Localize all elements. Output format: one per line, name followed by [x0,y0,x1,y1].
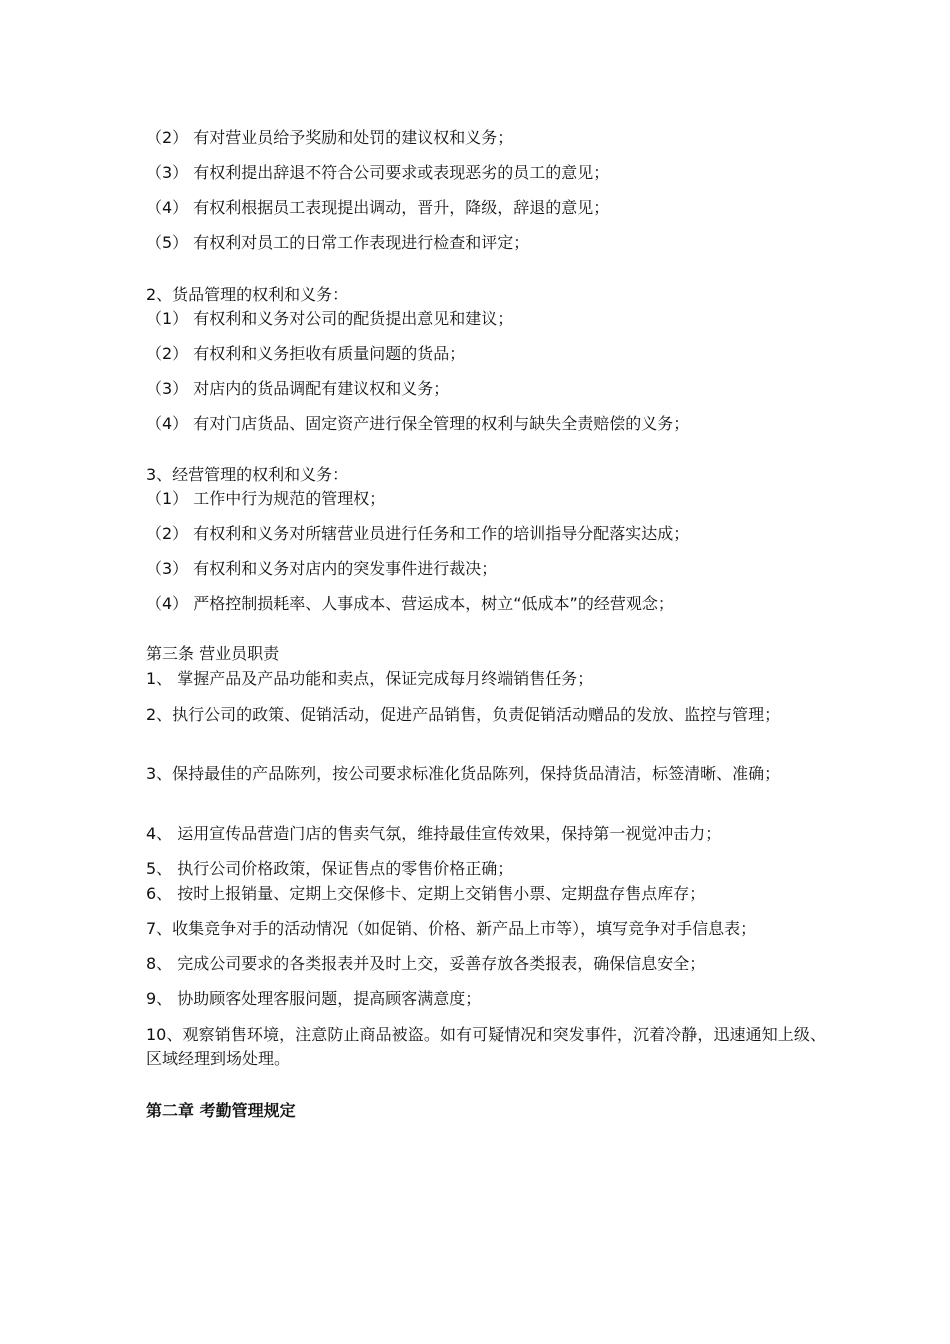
section-heading: 3、经营管理的权利和义务： [146,465,349,484]
list-item: （3） 有权利提出辞退不符合公司要求或表现恶劣的员工的意见； [146,163,610,182]
chapter-heading: 第二章 考勤管理规定 [146,1101,296,1120]
duty-item: 8、 完成公司要求的各类报表并及时上交，妥善存放各类报表，确保信息安全； [146,954,706,973]
list-item: （2） 有对营业员给予奖励和处罚的建议权和义务； [146,128,514,147]
list-item: （4） 有权利根据员工表现提出调动，晋升，降级，辞退的意见； [146,198,610,217]
duty-item: 4、 运用宣传品营造门店的售卖气氛，维持最佳宣传效果，保持第一视觉冲击力； [146,824,722,843]
duty-item: 5、 执行公司价格政策，保证售点的零售价格正确； [146,859,514,878]
duty-item: 9、 协助顾客处理客服问题，提高顾客满意度； [146,989,482,1008]
article-heading: 第三条 营业员职责 [146,644,280,663]
duty-item: 6、 按时上报销量、定期上交保修卡、定期上交销售小票、定期盘存售点库存； [146,884,706,903]
list-item: （3） 对店内的货品调配有建议权和义务； [146,379,450,398]
list-item: （2） 有权利和义务对所辖营业员进行任务和工作的培训指导分配落实达成； [146,524,690,543]
list-item: （1） 有权利和义务对公司的配货提出意见和建议； [146,309,514,328]
duty-item: 1、 掌握产品及产品功能和卖点，保证完成每月终端销售任务； [146,669,594,688]
list-item: （4） 有对门店货品、固定资产进行保全管理的权利与缺失全责赔偿的义务； [146,414,690,433]
duty-item: 2、执行公司的政策、促销活动，促进产品销售，负责促销活动赠品的发放、监控与管理； [146,705,781,724]
list-item: （3） 有权利和义务对店内的突发事件进行裁决； [146,559,498,578]
list-item: （5） 有权利对员工的日常工作表现进行检查和评定； [146,233,530,252]
duty-item: 10、观察销售环境，注意防止商品被盗。如有可疑情况和突发事件，沉着冷静，迅速通知上级、区域经理到场处理。 [146,1025,826,1068]
section-heading: 2、货品管理的权利和义务： [146,285,349,304]
list-item: （4） 严格控制损耗率、人事成本、营运成本，树立“低成本”的经营观念； [146,594,674,613]
duty-item: 3、保持最佳的产品陈列，按公司要求标准化货品陈列，保持货品清洁，标签清晰、准确； [146,764,781,783]
list-item: （1） 工作中行为规范的管理权； [146,489,386,508]
duty-item: 7、收集竞争对手的活动情况（如促销、价格、新产品上市等），填写竞争对手信息表； [146,919,757,938]
list-item: （2） 有权利和义务拒收有质量问题的货品； [146,344,466,363]
